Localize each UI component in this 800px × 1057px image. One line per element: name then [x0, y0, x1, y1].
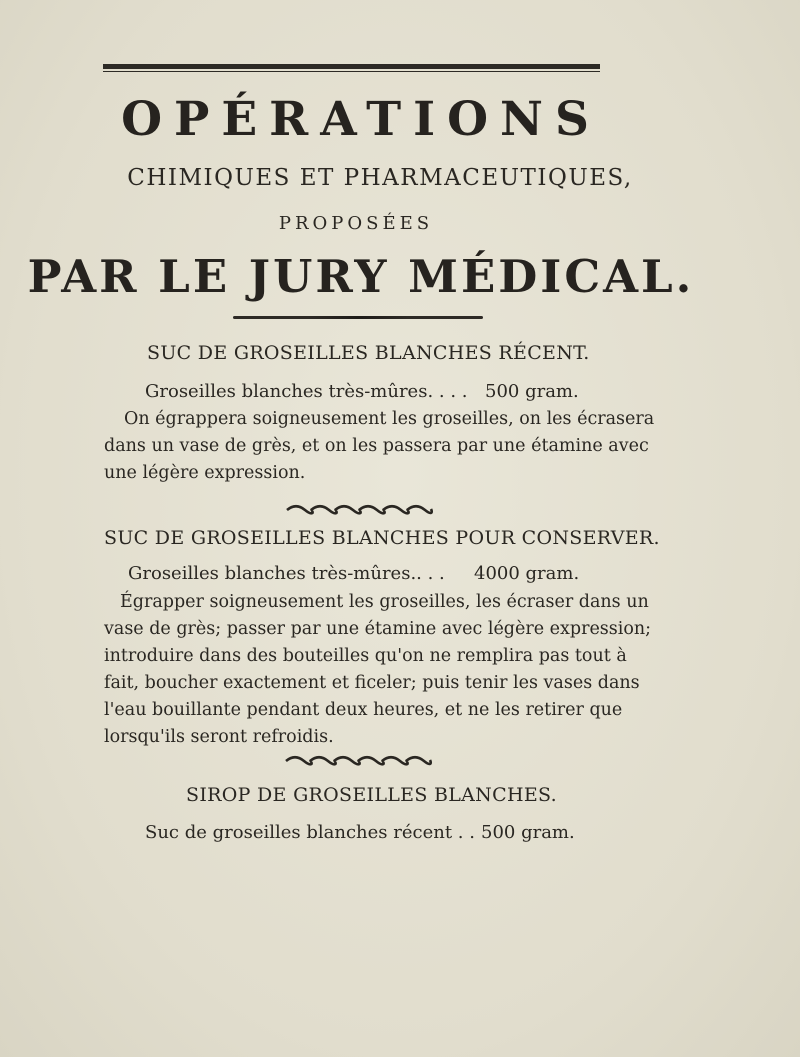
section-paragraph-1 [104, 406, 654, 487]
ingredient-name: Groseilles blanches très-mûres. . . . [145, 381, 468, 402]
section-heading-sirop: SIROP DE GROSEILLES BLANCHES. [186, 784, 557, 806]
page-subtitle: CHIMIQUES ET PHARMACEUTIQUES, [127, 165, 633, 191]
top-rule-thick-line [103, 64, 600, 69]
header-divider-rule [233, 316, 483, 319]
section-heading-suc-conserver: SUC DE GROSEILLES BLANCHES POUR CONSERVER. [104, 527, 660, 549]
ingredient-quantity: 500 gram. [485, 381, 579, 402]
section-paragraph-2 [104, 589, 651, 751]
paragraph-line: fait, boucher exactement et ficeler; puis tenir les vases dans [104, 673, 640, 693]
ingredient-name: Groseilles blanches très-mûres.. . . [128, 563, 445, 584]
page-title: OPÉRATIONS [121, 92, 601, 147]
paragraph-line: l'eau bouillante pendant deux heures, et ne les retirer que [104, 700, 623, 720]
ingredient-quantity: 500 gram. [481, 822, 575, 843]
top-rule-thin-line [103, 71, 600, 72]
paragraph-line: On égrappera soigneusement les groseilles, on les écrasera [124, 409, 655, 429]
ingredient-quantity: 4000 gram. [474, 563, 580, 584]
ingredient-line-3 [145, 822, 575, 843]
ingredient-line-1 [145, 381, 579, 402]
wave-ornament-icon [285, 504, 433, 516]
paragraph-line: lorsqu'ils seront refroidis. [104, 727, 334, 747]
section-heading-suc-recent: SUC DE GROSEILLES BLANCHES RÉCENT. [147, 342, 590, 364]
paragraph-line: introduire dans des bouteilles qu'on ne remplira pas tout à [104, 646, 627, 666]
paragraph-line: vase de grès; passer par une étamine avec légère expression; [104, 619, 652, 639]
ingredient-line-2 [128, 563, 580, 584]
top-double-rule [103, 64, 600, 73]
paragraph-line: une légère expression. [104, 463, 306, 483]
proposed-line: PROPOSÉES [278, 213, 434, 234]
wave-ornament-icon [284, 755, 432, 767]
ingredient-name: Suc de groseilles blanches récent . . [145, 822, 475, 843]
paragraph-line: Égrapper soigneusement les groseilles, les écraser dans un [120, 592, 649, 612]
jury-heading: PAR LE JURY MÉDICAL. [27, 250, 695, 303]
paragraph-line: dans un vase de grès, et on les passera par une étamine avec [104, 436, 649, 456]
